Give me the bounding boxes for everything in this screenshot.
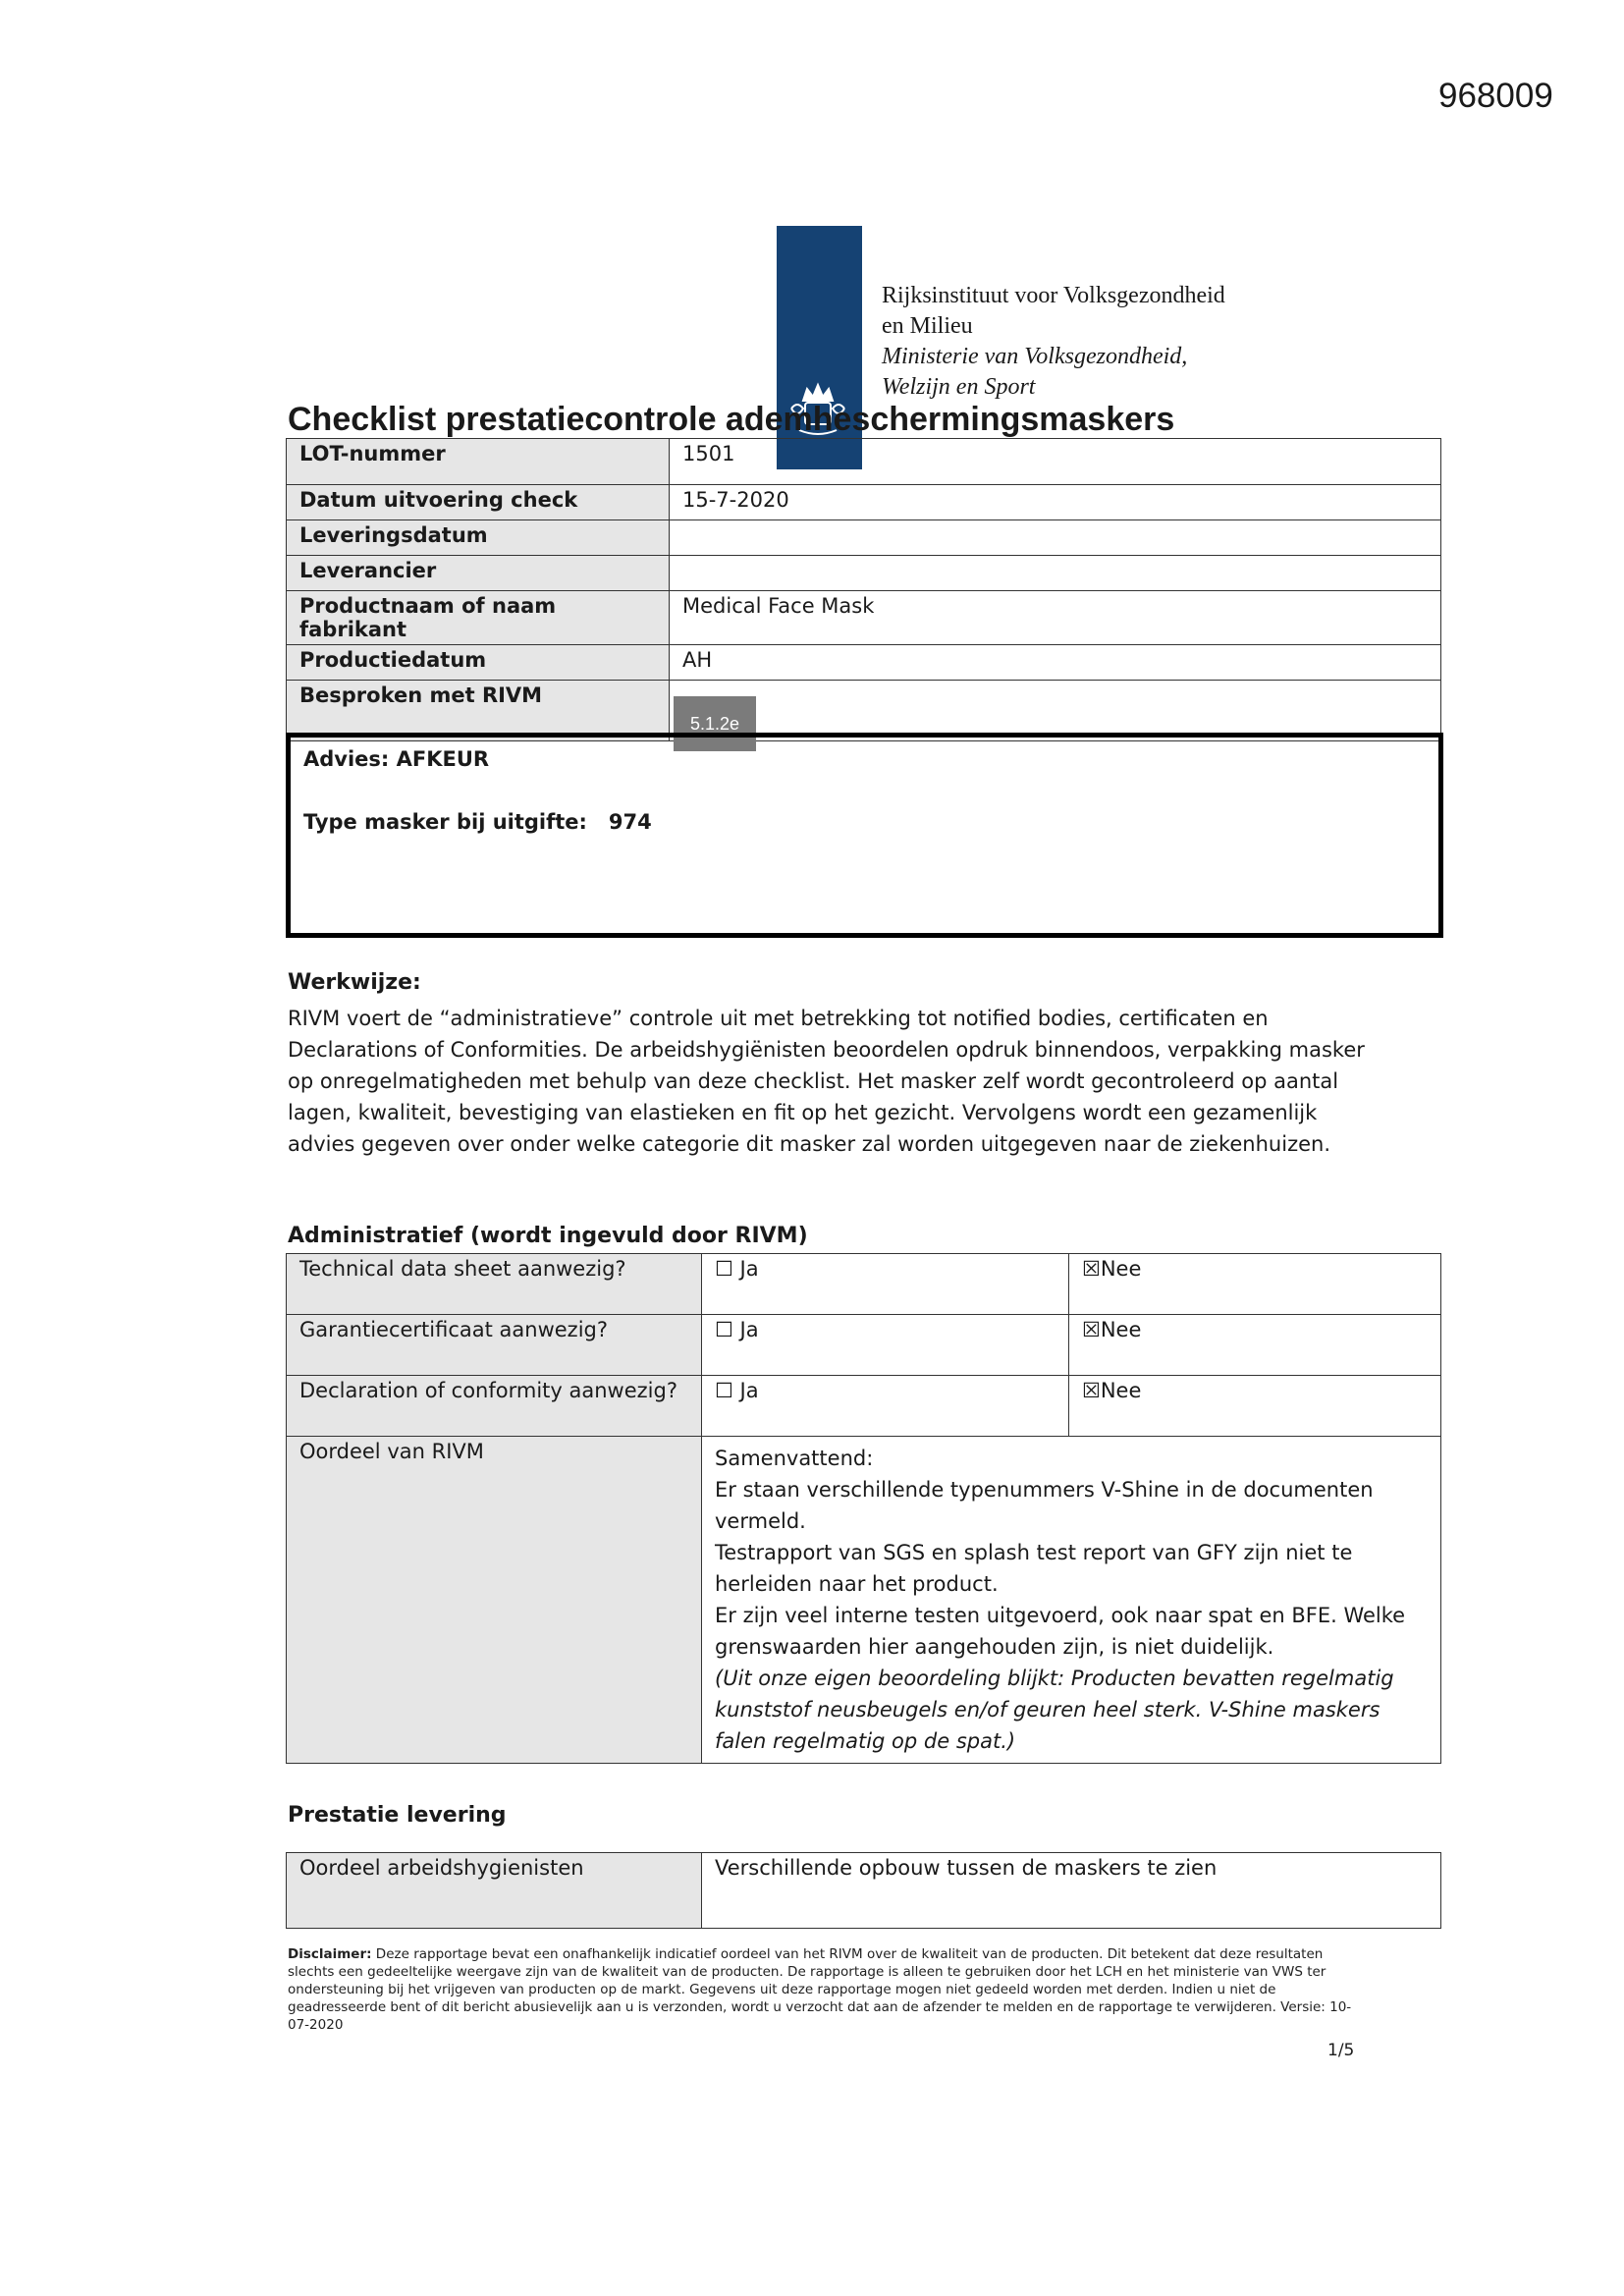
document-id: 968009 xyxy=(1438,77,1553,115)
logo-line-3: Ministerie van Volksgezondheid, xyxy=(882,344,1188,369)
row-value xyxy=(670,520,1441,556)
table-row xyxy=(287,1254,1441,1315)
table-row xyxy=(287,1376,1441,1437)
row-value: Verschillende opbouw tussen de maskers te zien xyxy=(702,1853,1441,1929)
page-number: 1/5 xyxy=(1327,2041,1355,2060)
logo-text xyxy=(882,281,1225,403)
table-row xyxy=(287,645,1441,681)
oordeel-italic-note: (Uit onze eigen beoordeling blijkt: Producten bevatten regelmatig kunststof neusbeugels en/of geuren heel sterk. V-Shine maskers falen regelmatig op de spat.) xyxy=(715,1667,1394,1753)
advies-box xyxy=(286,733,1443,938)
row-label: Technical data sheet aanwezig? xyxy=(287,1254,702,1315)
row-value: 1501 xyxy=(670,439,1441,485)
werkwijze-heading: Werkwijze: xyxy=(288,970,421,995)
row-label: Besproken met RIVM xyxy=(287,681,670,741)
logo-line-2: en Milieu xyxy=(882,313,973,339)
row-label: Garantiecertificaat aanwezig? xyxy=(287,1315,702,1376)
ja-checkbox[interactable]: ☐ Ja xyxy=(702,1254,1069,1315)
row-label: Productnaam of naam fabrikant xyxy=(287,591,670,645)
row-value xyxy=(670,556,1441,591)
mask-type: Type masker bij uitgifte: 974 xyxy=(303,810,652,834)
oordeel-line: Testrapport van SGS en splash test report van GFY zijn niet te herleiden naar het product. xyxy=(715,1541,1353,1596)
row-label: Oordeel van RIVM xyxy=(287,1437,702,1764)
table-row xyxy=(287,1437,1441,1764)
row-label: Leveringsdatum xyxy=(287,520,670,556)
oordeel-line: Samenvattend: xyxy=(715,1447,874,1470)
table-row xyxy=(287,439,1441,485)
row-value: AH xyxy=(670,645,1441,681)
nee-checkbox[interactable]: ☒Nee xyxy=(1069,1254,1441,1315)
werkwijze-text: RIVM voert de “administratieve” controle uit met betrekking tot notified bodies, certificaten en Declarations of Conformities. De arbeidshygiënisten beoordelen opdruk binnendoos, verpakking masker op onregelmatigheden met behulp van deze checklist. Het masker zelf wordt gecontroleerd op aantal lagen, kwaliteit, bevestiging van elastieken en fit op het gezicht. Vervolgens wordt een gezamenlijk advies gegeven over onder welke categorie dit masker zal worden uitgegeven naar de ziekenhuizen. xyxy=(288,1007,1365,1156)
prestatie-heading: Prestatie levering xyxy=(288,1803,507,1828)
oordeel-text xyxy=(702,1437,1441,1764)
page-title: Checklist prestatiecontrole ademheschermingsmaskers xyxy=(288,401,1175,438)
logo-line-4: Welzijn en Sport xyxy=(882,374,1036,400)
table-row xyxy=(287,485,1441,520)
row-label: Leverancier xyxy=(287,556,670,591)
administratief-heading: Administratief (wordt ingevuld door RIVM) xyxy=(288,1224,808,1248)
table-row xyxy=(287,1315,1441,1376)
table-row xyxy=(287,556,1441,591)
row-value: 15-7-2020 xyxy=(670,485,1441,520)
oordeel-line: Er staan verschillende typenummers V-Shine in de documenten vermeld. xyxy=(715,1478,1374,1533)
ja-checkbox[interactable]: ☐ Ja xyxy=(702,1376,1069,1437)
row-label: LOT-nummer xyxy=(287,439,670,485)
row-label: Productiedatum xyxy=(287,645,670,681)
table-row xyxy=(287,1853,1441,1929)
row-label: Declaration of conformity aanwezig? xyxy=(287,1376,702,1437)
nee-checkbox[interactable]: ☒Nee xyxy=(1069,1376,1441,1437)
table-row xyxy=(287,591,1441,645)
disclaimer-label: Disclaimer: xyxy=(288,1946,372,1962)
prestatie-table xyxy=(286,1852,1441,1929)
oordeel-line: Er zijn veel interne testen uitgevoerd, ook naar spat en BFE. Welke grenswaarden hier aangehouden zijn, is niet duidelijk. xyxy=(715,1604,1406,1659)
nee-checkbox[interactable]: ☒Nee xyxy=(1069,1315,1441,1376)
logo-line-1: Rijksinstituut voor Volksgezondheid xyxy=(882,283,1225,308)
advies-result: Advies: AFKEUR xyxy=(303,747,490,771)
administratief-table xyxy=(286,1253,1441,1764)
redaction-box: 5.1.2e xyxy=(674,696,756,751)
row-label: Datum uitvoering check xyxy=(287,485,670,520)
ja-checkbox[interactable]: ☐ Ja xyxy=(702,1315,1069,1376)
info-table xyxy=(286,438,1441,741)
table-row xyxy=(287,520,1441,556)
row-value: Medical Face Mask xyxy=(670,591,1441,645)
row-label: Oordeel arbeidshygienisten xyxy=(287,1853,702,1929)
disclaimer xyxy=(288,1945,1358,2034)
disclaimer-text: Deze rapportage bevat een onafhankelijk indicatief oordeel van het RIVM over de kwaliteit van de producten. Dit betekent dat deze resultaten slechts een gedeeltelijke weergave zijn van de kwaliteit van de producten. De rapportage is alleen te gebruiken door het LCH en het ministerie van VWS ter ondersteuning bij het vrijgeven van producten op de markt. Gegevens uit deze rapportage mogen niet gedeeld worden met derden. Indien u niet de geadresseerde bent of dit bericht abusievelijk aan u is verzonden, wordt u verzocht dat aan de afzender te melden en de rapportage te verwijderen. Versie: 10-07-2020 xyxy=(288,1946,1352,2033)
